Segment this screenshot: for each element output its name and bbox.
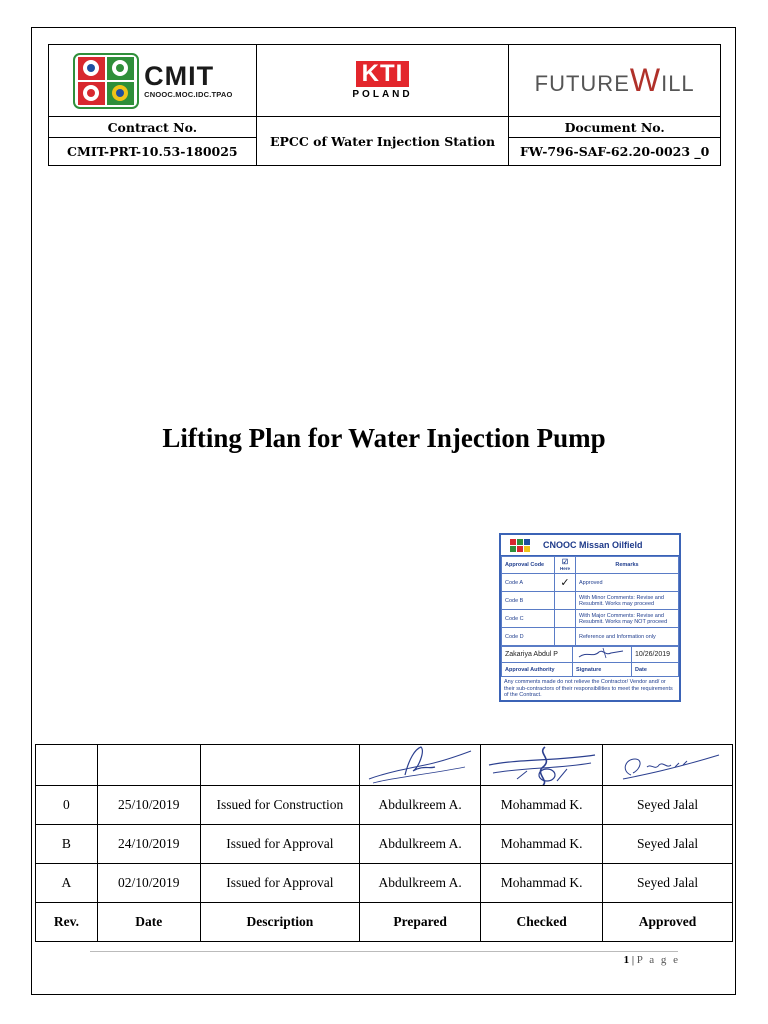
- header-description: Description: [200, 903, 360, 942]
- description-cell: Issued for Approval: [200, 825, 360, 864]
- approved-signature: [603, 745, 733, 786]
- stamp-check-mark: [555, 628, 576, 646]
- header-checked: Checked: [481, 903, 603, 942]
- stamp-signature: [573, 647, 632, 663]
- approved-cell: Seyed Jalal: [603, 786, 733, 825]
- description-cell: Issued for Approval: [200, 864, 360, 903]
- stamp-date-label: Date: [632, 663, 679, 677]
- cmit-logo: [49, 52, 256, 110]
- header-rev: Rev.: [36, 903, 98, 942]
- stamp-signature-icon: [573, 647, 631, 660]
- stamp-code: Code A: [502, 574, 555, 592]
- futurewill-logo: [509, 62, 720, 99]
- document-label: Document No.: [509, 117, 721, 138]
- prepared-cell: Abdulkreem A.: [360, 786, 481, 825]
- stamp-note: Any comments made do not relieve the Contractor/ Vendor and/ or their sub-contractors of their responsibilities to meet the requirements of the Contract.: [504, 679, 673, 698]
- header-prepared: Prepared: [360, 903, 481, 942]
- date-cell: 25/10/2019: [97, 786, 200, 825]
- stamp-col-code: Approval Code: [502, 557, 555, 574]
- futurewill-logo-cell: [509, 45, 721, 117]
- description-cell: Issued for Construction: [200, 786, 360, 825]
- stamp-check-mark: [555, 592, 576, 610]
- footer-divider: [90, 951, 678, 952]
- stamp-col-here: ☑ Here: [555, 557, 576, 574]
- stamp-check-mark: [555, 610, 576, 628]
- stamp-date: 10/26/2019: [632, 647, 679, 663]
- approval-stamp: [499, 533, 681, 702]
- approved-cell: Seyed Jalal: [603, 864, 733, 903]
- stamp-title: CNOOC Missan Oilfield: [543, 540, 643, 550]
- date-cell: 24/10/2019: [97, 825, 200, 864]
- revision-row: [36, 864, 733, 903]
- cmit-emblem-icon: [72, 52, 140, 110]
- prepared-cell: Abdulkreem A.: [360, 825, 481, 864]
- cmit-logo-cell: [49, 45, 257, 117]
- page-number: [600, 954, 680, 966]
- futurewill-logo-w: W: [629, 62, 662, 98]
- stamp-authority-name: Zakariya Abdul P: [502, 647, 573, 663]
- header-date: Date: [97, 903, 200, 942]
- kti-logo: [257, 61, 509, 100]
- document-title: Lifting Plan for Water Injection Pump: [162, 423, 606, 453]
- checked-signature-icon: [487, 745, 597, 785]
- stamp-check-mark: ✓: [555, 574, 576, 592]
- signature-cell: [36, 745, 98, 786]
- checked-cell: Mohammad K.: [481, 786, 603, 825]
- checked-cell: Mohammad K.: [481, 864, 603, 903]
- approved-cell: Seyed Jalal: [603, 825, 733, 864]
- contract-number: CMIT-PRT-10.53-180025: [49, 138, 257, 166]
- stamp-code: Code B: [502, 592, 555, 610]
- stamp-logo-icon: [509, 538, 535, 552]
- stamp-col-remarks: Remarks: [576, 557, 679, 574]
- header-table: [48, 44, 721, 166]
- cmit-logo-subtitle: CNOOC.MOC.IDC.TPAO: [144, 90, 233, 99]
- rev-cell: B: [36, 825, 98, 864]
- stamp-remark: With Major Comments: Revise and Resubmit. Works may NOT proceed: [576, 610, 679, 628]
- kti-logo-name: KTI: [356, 61, 410, 87]
- page-separator: |: [631, 954, 635, 966]
- futurewill-logo-part3: ILL: [661, 71, 695, 96]
- kti-logo-subtitle: POLAND: [352, 89, 413, 100]
- stamp-remark: With Minor Comments: Revise and Resubmit. Works may proceed: [576, 592, 679, 610]
- stamp-code: Code C: [502, 610, 555, 628]
- approved-signature-icon: [613, 745, 723, 785]
- prepared-cell: Abdulkreem A.: [360, 864, 481, 903]
- stamp-authority-label: Approval Authority: [502, 663, 573, 677]
- prepared-signature: [360, 745, 481, 786]
- futurewill-logo-part1: FUTURE: [534, 71, 630, 96]
- kti-logo-cell: [256, 45, 509, 117]
- revision-table: [35, 744, 733, 942]
- revision-row: [36, 825, 733, 864]
- contract-label: Contract No.: [49, 117, 257, 138]
- rev-cell: A: [36, 864, 98, 903]
- checked-signature: [481, 745, 603, 786]
- signature-cell: [97, 745, 200, 786]
- signature-cell: [200, 745, 360, 786]
- header-approved: Approved: [603, 903, 733, 942]
- stamp-checkbox-icon: ☑: [561, 559, 569, 566]
- checked-cell: Mohammad K.: [481, 825, 603, 864]
- page-number-value: 1: [623, 954, 630, 966]
- stamp-signature-label: Signature: [573, 663, 632, 677]
- document-number: FW-796-SAF-62.20-0023 _0: [509, 138, 721, 166]
- date-cell: 02/10/2019: [97, 864, 200, 903]
- rev-cell: 0: [36, 786, 98, 825]
- project-name: EPCC of Water Injection Station: [256, 117, 509, 166]
- stamp-code: Code D: [502, 628, 555, 646]
- revision-header-row: [36, 903, 733, 942]
- prepared-signature-icon: [365, 745, 475, 785]
- stamp-remark: Approved: [576, 574, 679, 592]
- cmit-logo-name: CMIT: [144, 61, 215, 91]
- stamp-remark: Reference and Information only: [576, 628, 679, 646]
- revision-row: [36, 786, 733, 825]
- page-label: P a g e: [636, 954, 680, 966]
